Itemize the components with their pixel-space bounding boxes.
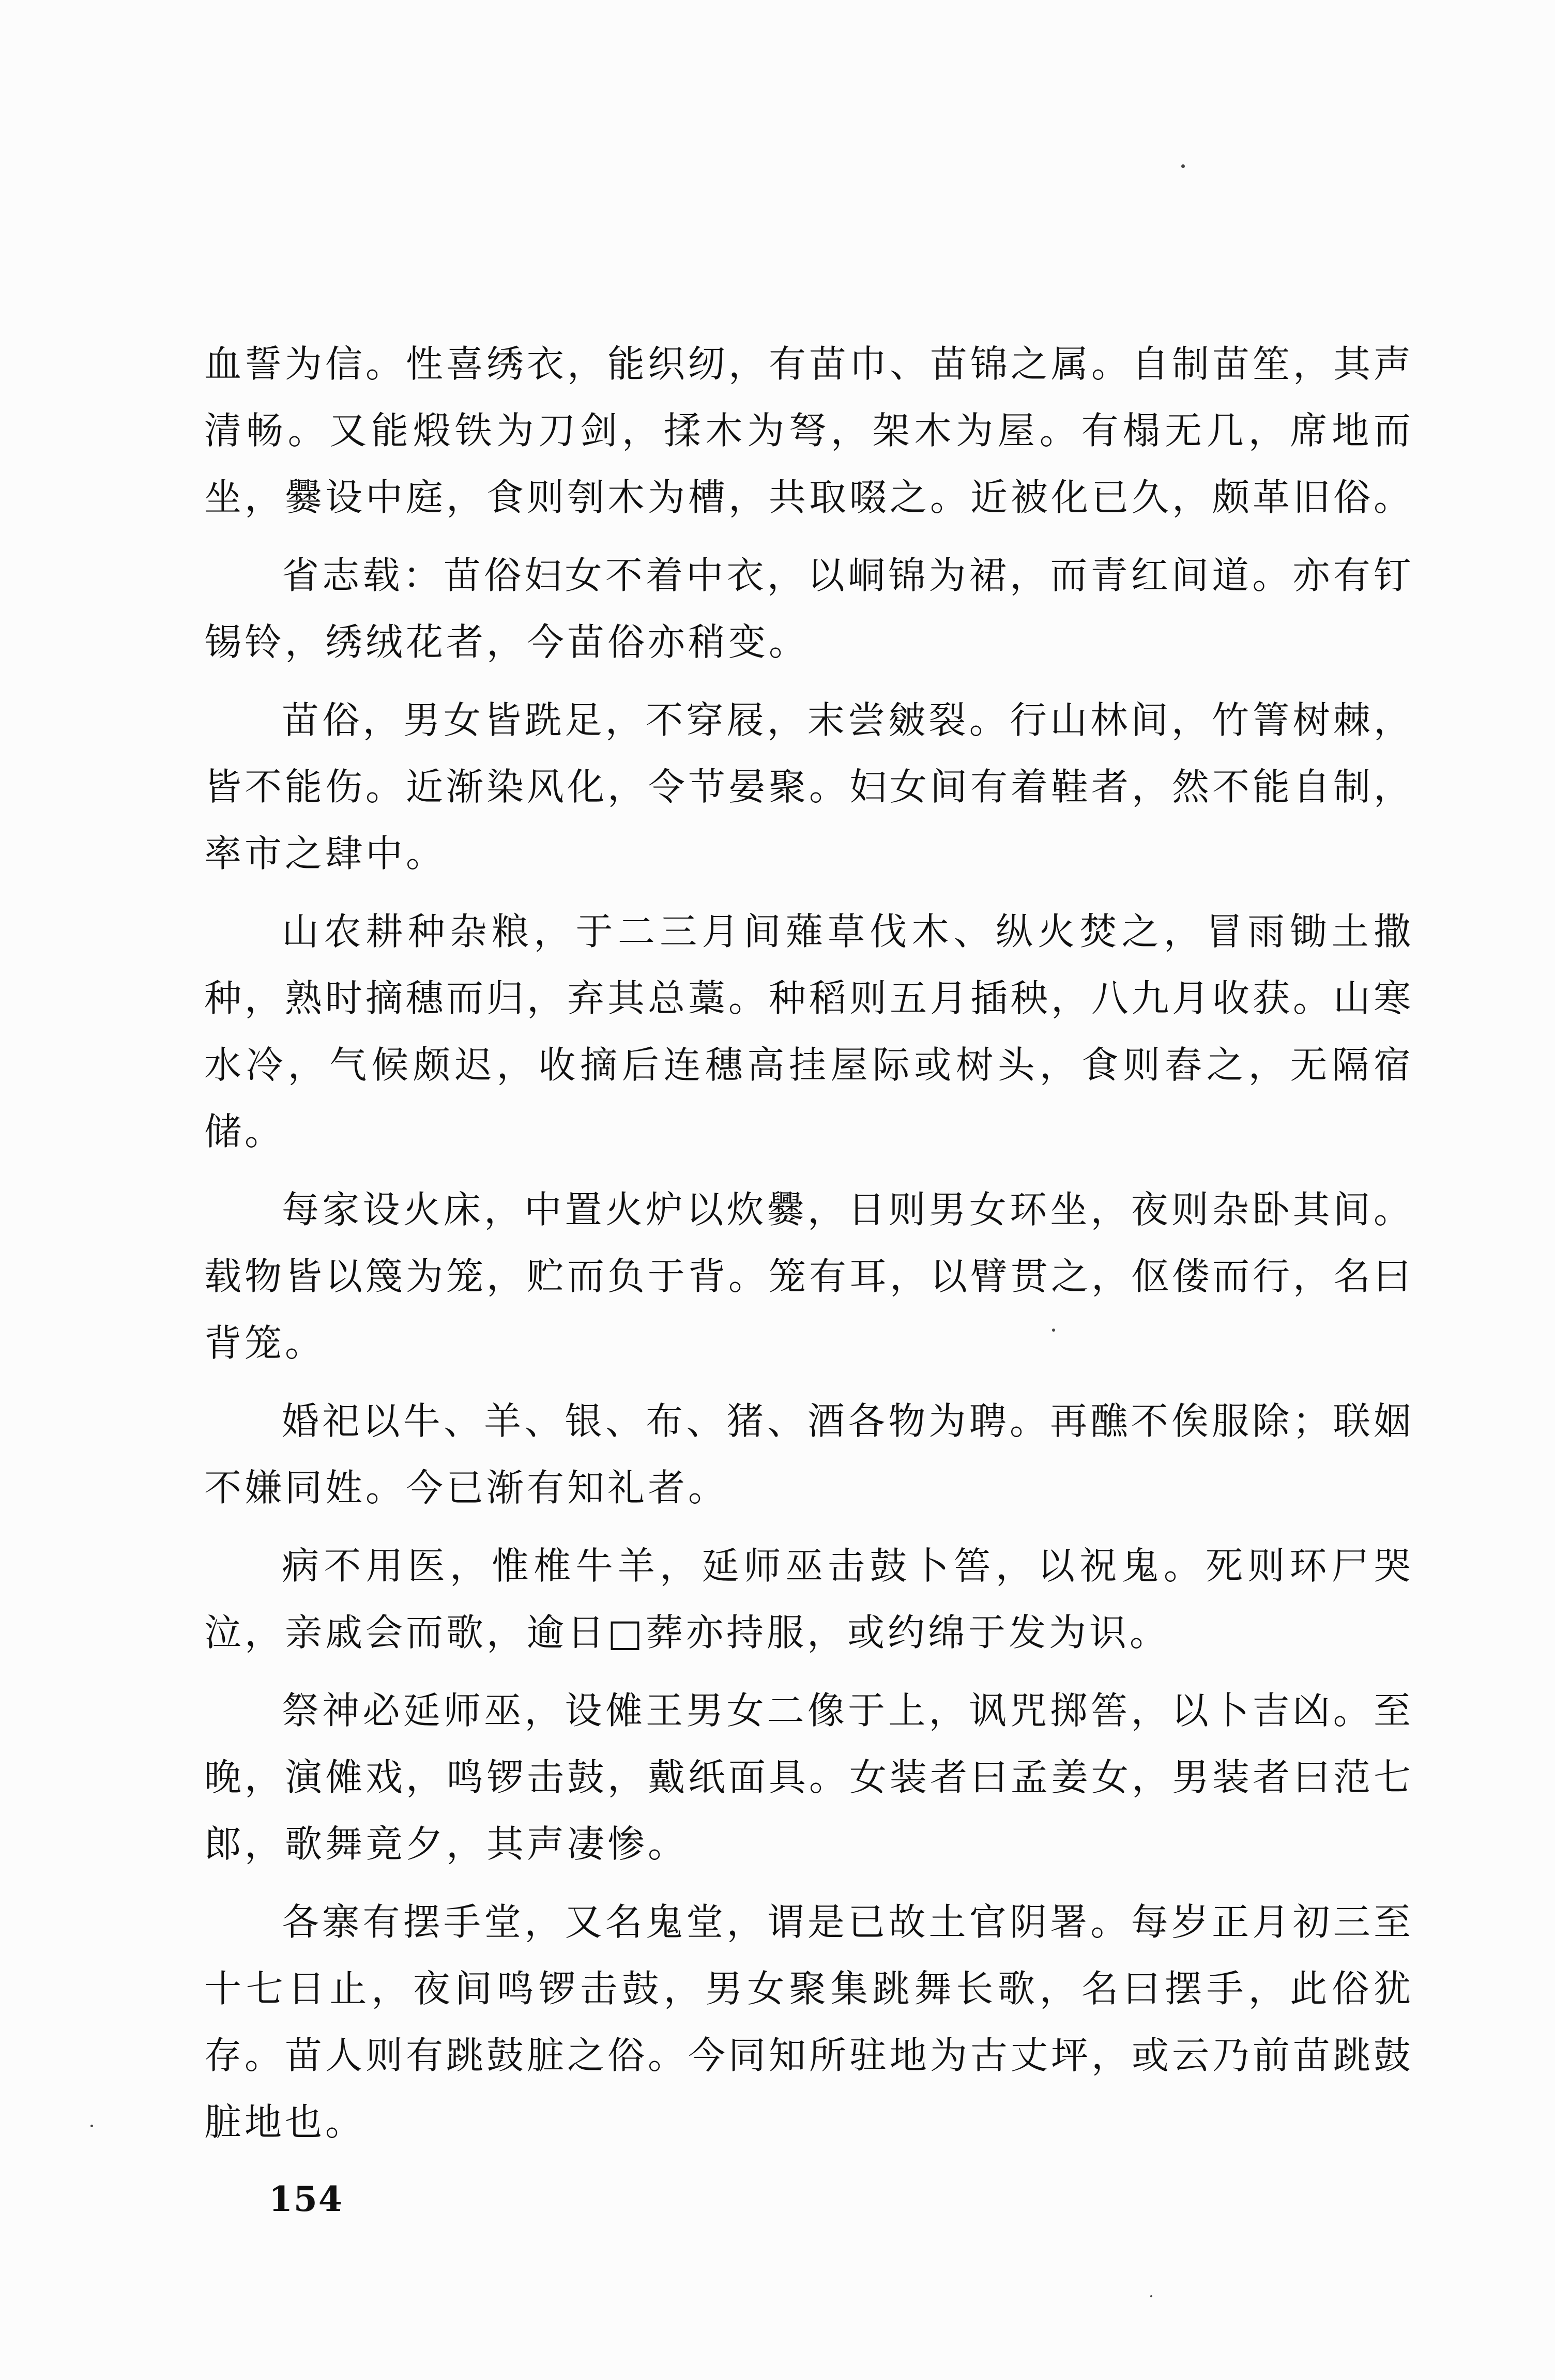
paragraph: 血誓为信。性喜绣衣，能织纫，有苗巾、苗锦之属。自制苗笙，其声清畅。又能煅铁为刀剑，揉木为弩，架木为屋。有榻无几，席地而坐，爨设中庭，食则刳木为槽，共取啜之。近被化已久，颇革旧俗。 [204,342,1414,519]
body-text [204,331,1414,2167]
page-number: 154 [269,2179,343,2219]
paragraph: 病不用医，惟椎牛羊，延师巫击鼓卜筶，以祝鬼。死则环尸哭泣，亲戚会而歌，逾日□葬亦持服，或约绵于发为识。 [204,1544,1414,1654]
scan-speck [90,2125,93,2127]
paragraph: 婚祀以牛、羊、银、布、猪、酒各物为聘。再醮不俟服除；联姻不嫌同姓。今已渐有知礼者。 [204,1399,1414,1509]
scan-speck [1052,1329,1055,1332]
paragraph: 山农耕种杂粮，于二三月间薙草伐木、纵火焚之，冒雨锄土撒种，熟时摘穗而归，弃其总藁。种稻则五月插秧，八九月收获。山寒水冷，气候颇迟，收摘后连穗高挂屋际或树头，食则舂之，无隔宿储。 [204,910,1414,1153]
paragraph: 祭神必延师巫，设傩王男女二像于上，讽咒掷筶，以卜吉凶。至晚，演傩戏，鸣锣击鼓，戴纸面具。女装者曰孟姜女，男装者曰范七郎，歌舞竟夕，其声凄惨。 [204,1689,1414,1866]
paragraph: 省志载：苗俗妇女不着中衣，以峒锦为裙，而青红间道。亦有钉锡铃，绣绒花者，今苗俗亦稍变。 [204,554,1414,664]
paragraph: 各寨有摆手堂，又名鬼堂，谓是已故土官阴署。每岁正月初三至十七日止，夜间鸣锣击鼓，男女聚集跳舞长歌，名曰摆手，此俗犹存。苗人则有跳鼓脏之俗。今同知所驻地为古丈坪，或云乃前苗跳鼓脏地也。 [204,1900,1414,2144]
paragraph: 每家设火床，中置火炉以炊爨，日则男女环坐，夜则杂卧其间。载物皆以篾为笼，贮而负于背。笼有耳，以臂贯之，伛偻而行，名曰背笼。 [204,1188,1414,1365]
scan-speck [1181,164,1185,168]
paragraph: 苗俗，男女皆跣足，不穿屐，末尝皴裂。行山林间，竹箐树棘，皆不能伤。近渐染风化，令节晏聚。妇女间有着鞋者，然不能自制，率市之肆中。 [204,698,1414,875]
scan-speck [1150,2295,1152,2297]
